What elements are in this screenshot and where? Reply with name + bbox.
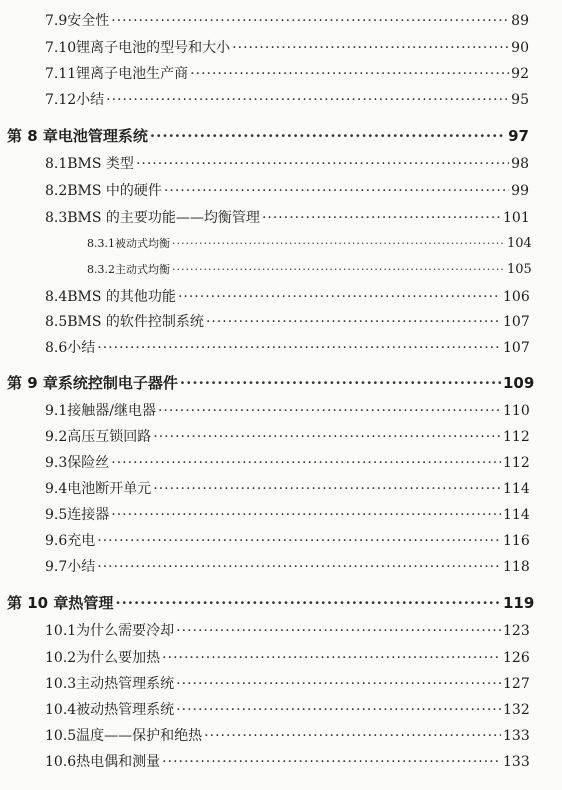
toc-entry[interactable] xyxy=(45,426,529,452)
toc-chapter-entry[interactable] xyxy=(7,372,535,398)
dot-leader xyxy=(158,403,501,419)
entry-page: 101 xyxy=(503,210,530,226)
dot-leader xyxy=(115,594,501,612)
entry-title: BMS 的软件控制系统 xyxy=(67,314,204,330)
toc-entry[interactable] xyxy=(45,63,529,89)
entry-title: 保险丝 xyxy=(67,455,110,471)
entry-number: 8.1 xyxy=(45,156,68,172)
dot-leader xyxy=(180,374,501,392)
entry-page: 107 xyxy=(503,340,530,356)
dot-leader xyxy=(97,340,501,356)
entry-title: 锂离子电池的型号和大小 xyxy=(76,40,231,56)
entry-title: 小结 xyxy=(67,559,96,575)
dot-leader xyxy=(172,263,505,276)
dot-leader xyxy=(190,66,509,82)
entry-title: 安全性 xyxy=(67,13,110,29)
entry-page: 89 xyxy=(511,13,529,29)
entry-title: 高压互锁回路 xyxy=(67,429,152,445)
entry-title: 主动式均衡 xyxy=(115,263,170,276)
toc-entry[interactable] xyxy=(45,10,529,36)
entry-number: 8.2 xyxy=(45,183,68,199)
chapter-page: 109 xyxy=(503,374,535,392)
toc-subentry[interactable] xyxy=(87,261,532,283)
chapter-page: 119 xyxy=(503,594,535,612)
dot-leader xyxy=(136,156,509,172)
entry-title: 为什么需要冷却 xyxy=(76,623,175,639)
entry-title: 小结 xyxy=(76,92,105,108)
dot-leader xyxy=(176,702,501,718)
dot-leader xyxy=(176,676,501,692)
dot-leader xyxy=(153,429,501,445)
entry-title: 温度——保护和绝热 xyxy=(76,728,203,744)
dot-leader xyxy=(176,623,501,639)
toc-entry[interactable] xyxy=(45,89,529,115)
entry-page: 112 xyxy=(503,455,530,471)
entry-page: 99 xyxy=(511,183,529,199)
chapter-number: 第 8 章 xyxy=(7,127,58,145)
toc-chapter-entry[interactable] xyxy=(7,592,535,618)
toc-entry[interactable] xyxy=(45,452,529,478)
entry-title: 热电偶和测量 xyxy=(76,754,161,770)
dot-leader xyxy=(162,754,501,770)
dot-leader xyxy=(106,92,509,108)
entry-number: 10.5 xyxy=(45,728,77,744)
chapter-page: 97 xyxy=(508,127,529,145)
toc-chapter-entry[interactable] xyxy=(7,125,529,151)
entry-page: 123 xyxy=(503,623,530,639)
entry-number: 8.3.2 xyxy=(87,263,115,276)
entry-page: 90 xyxy=(511,40,529,56)
entry-page: 126 xyxy=(503,650,530,666)
toc-entry[interactable] xyxy=(45,751,529,777)
toc-entry[interactable] xyxy=(45,37,529,63)
toc-entry[interactable] xyxy=(45,153,529,179)
entry-number: 10.6 xyxy=(45,754,77,770)
entry-number: 7.12 xyxy=(45,92,77,108)
toc-entry[interactable] xyxy=(45,400,529,426)
entry-title: BMS 中的硬件 xyxy=(67,183,162,199)
entry-title: BMS 的主要功能——均衡管理 xyxy=(67,210,260,226)
entry-title: 锂离子电池生产商 xyxy=(76,66,189,82)
entry-page: 110 xyxy=(503,403,530,419)
dot-leader xyxy=(153,481,501,497)
entry-page: 98 xyxy=(511,156,529,172)
entry-number: 7.9 xyxy=(45,13,68,29)
entry-title: BMS 的其他功能 xyxy=(67,289,176,305)
dot-leader xyxy=(97,533,501,549)
entry-title: 接触器/继电器 xyxy=(67,403,156,419)
entry-number: 10.1 xyxy=(45,623,77,639)
toc-entry[interactable] xyxy=(45,478,529,504)
toc-subentry[interactable] xyxy=(87,235,532,257)
dot-leader xyxy=(232,40,509,56)
dot-leader xyxy=(111,455,501,471)
entry-page: 133 xyxy=(503,754,530,770)
entry-page: 116 xyxy=(503,533,530,549)
entry-number: 8.3 xyxy=(45,210,68,226)
entry-title: BMS 类型 xyxy=(67,156,134,172)
entry-page: 105 xyxy=(507,262,532,277)
entry-number: 9.5 xyxy=(45,507,68,523)
toc-entry[interactable] xyxy=(45,337,529,363)
entry-title: 电池断开单元 xyxy=(67,481,152,497)
entry-title: 被动热管理系统 xyxy=(76,702,175,718)
entry-page: 95 xyxy=(511,92,529,108)
entry-title: 连接器 xyxy=(67,507,110,523)
entry-title: 小结 xyxy=(67,340,96,356)
entry-number: 10.2 xyxy=(45,650,77,666)
entry-number: 7.11 xyxy=(45,66,77,82)
entry-page: 107 xyxy=(503,314,530,330)
dot-leader xyxy=(204,728,501,744)
toc-entry[interactable] xyxy=(45,725,529,751)
entry-number: 9.1 xyxy=(45,403,68,419)
dot-leader xyxy=(206,314,501,330)
toc-entry[interactable] xyxy=(45,311,529,337)
entry-page: 92 xyxy=(511,66,529,82)
entry-page: 127 xyxy=(503,676,530,692)
entry-number: 8.5 xyxy=(45,314,68,330)
toc-entry[interactable] xyxy=(45,180,529,206)
entry-number: 7.10 xyxy=(45,40,77,56)
toc-entry[interactable] xyxy=(45,207,529,233)
dot-leader xyxy=(150,127,506,145)
entry-number: 9.6 xyxy=(45,533,68,549)
dot-leader xyxy=(164,183,509,199)
entry-page: 104 xyxy=(507,236,532,251)
chapter-number: 第 10 章 xyxy=(7,594,69,612)
entry-number: 9.7 xyxy=(45,559,68,575)
toc-entry[interactable] xyxy=(45,620,529,646)
dot-leader xyxy=(262,210,501,226)
dot-leader xyxy=(97,559,501,575)
toc-entry[interactable] xyxy=(45,556,529,582)
entry-page: 114 xyxy=(503,481,530,497)
entry-title: 主动热管理系统 xyxy=(76,676,175,692)
entry-page: 112 xyxy=(503,429,530,445)
dot-leader xyxy=(111,13,509,29)
entry-page: 133 xyxy=(503,728,530,744)
chapter-title: 热管理 xyxy=(68,594,114,612)
toc-entry[interactable] xyxy=(45,286,529,312)
toc-entry[interactable] xyxy=(45,699,529,725)
chapter-title: 电池管理系统 xyxy=(57,127,148,145)
toc-entry[interactable] xyxy=(45,504,529,530)
dot-leader xyxy=(162,650,501,666)
entry-number: 9.2 xyxy=(45,429,68,445)
entry-number: 8.6 xyxy=(45,340,68,356)
entry-number: 8.4 xyxy=(45,289,68,305)
entry-title: 充电 xyxy=(67,533,96,549)
entry-number: 9.4 xyxy=(45,481,68,497)
entry-page: 114 xyxy=(503,507,530,523)
entry-title: 被动式均衡 xyxy=(115,237,170,250)
entry-number: 10.3 xyxy=(45,676,77,692)
dot-leader xyxy=(172,237,505,250)
toc-entry[interactable] xyxy=(45,673,529,699)
dot-leader xyxy=(111,507,501,523)
entry-page: 118 xyxy=(503,559,530,575)
chapter-number: 第 9 章 xyxy=(7,374,58,392)
entry-number: 8.3.1 xyxy=(87,237,115,250)
entry-title: 为什么要加热 xyxy=(76,650,161,666)
toc-entry[interactable] xyxy=(45,530,529,556)
chapter-title: 系统控制电子器件 xyxy=(57,374,178,392)
toc-entry[interactable] xyxy=(45,647,529,673)
dot-leader xyxy=(178,289,501,305)
entry-number: 10.4 xyxy=(45,702,77,718)
entry-page: 106 xyxy=(503,289,530,305)
entry-page: 132 xyxy=(503,702,530,718)
entry-number: 9.3 xyxy=(45,455,68,471)
